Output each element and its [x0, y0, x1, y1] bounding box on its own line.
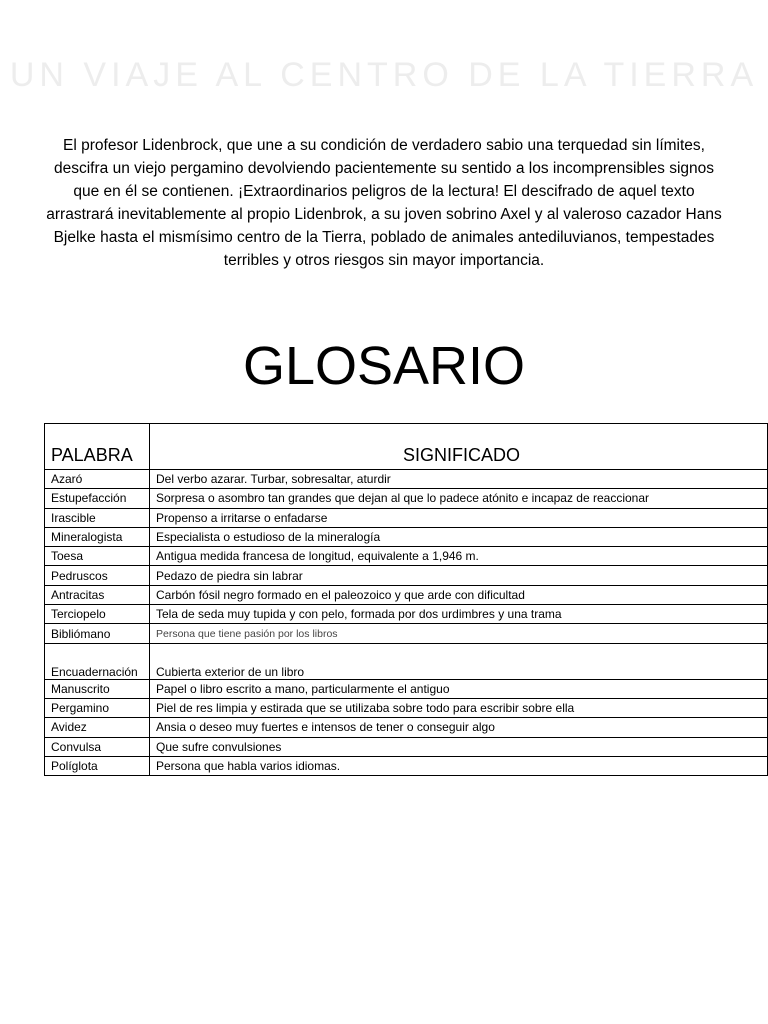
table-row — [45, 679, 768, 698]
glossary-word: Antracitas — [45, 585, 150, 604]
glossary-word: Terciopelo — [45, 605, 150, 624]
glossary-meaning: Sorpresa o asombro tan grandes que dejan al que lo padece atónito e incapaz de reaccionar — [150, 489, 768, 508]
glossary-word: Políglota — [45, 756, 150, 775]
faded-title: UN VIAJE AL CENTRO DE LA TIERRA — [9, 56, 759, 94]
glossary-title: GLOSARIO — [242, 336, 526, 396]
table-row — [45, 470, 768, 489]
table-row — [45, 643, 768, 679]
glossary-meaning: Que sufre convulsiones — [150, 737, 768, 756]
glossary-meaning: Cubierta exterior de un libro — [150, 643, 768, 679]
table-row — [45, 718, 768, 737]
glossary-word: Estupefacción — [45, 489, 150, 508]
table-row — [45, 547, 768, 566]
glossary-word: Mineralogista — [45, 527, 150, 546]
glossary-word: Manuscrito — [45, 679, 150, 698]
table-row — [45, 566, 768, 585]
glossary-meaning: Especialista o estudioso de la mineralogía — [150, 527, 768, 546]
glossary-word: Toesa — [45, 547, 150, 566]
glossary-meaning: Persona que habla varios idiomas. — [150, 756, 768, 775]
glossary-table — [44, 423, 768, 776]
glossary-word: Irascible — [45, 508, 150, 527]
glossary-meaning: Piel de res limpia y estirada que se utilizaba sobre todo para escribir sobre ella — [150, 698, 768, 717]
glossary-meaning: Antigua medida francesa de longitud, equivalente a 1,946 m. — [150, 547, 768, 566]
table-row — [45, 527, 768, 546]
glossary-meaning: Carbón fósil negro formado en el paleozoico y que arde con dificultad — [150, 585, 768, 604]
glossary-word: Pergamino — [45, 698, 150, 717]
header-word: PALABRA — [45, 424, 150, 470]
glossary-word: Bibliómano — [45, 624, 150, 643]
glossary-word: Encuadernación — [45, 643, 150, 679]
header-meaning: SIGNIFICADO — [150, 424, 768, 470]
glossary-meaning: Pedazo de piedra sin labrar — [150, 566, 768, 585]
glossary-header-row — [45, 424, 768, 470]
glossary-word: Avidez — [45, 718, 150, 737]
glossary-meaning: Del verbo azarar. Turbar, sobresaltar, aturdir — [150, 470, 768, 489]
glossary-meaning: Persona que tiene pasión por los libros — [150, 624, 768, 643]
table-row — [45, 698, 768, 717]
table-row — [45, 585, 768, 604]
glossary-word: Azaró — [45, 470, 150, 489]
table-row — [45, 737, 768, 756]
synopsis-paragraph: El profesor Lidenbrock, que une a su condición de verdadero sabio una terquedad sin límites, descifra un viejo pergamino devolviendo pacientemente su sentido a los incomprensibles signos que en él se contienen. ¡Extraordinarios peligros de la lectura! El descifrado de aquel texto arrastrará inevitablemente al propio Lidenbrok, a su joven sobrino Axel y al valeroso cazador Hans Bjelke hasta el mismísimo centro de la Tierra, poblado de animales antediluvianos, tempestades terribles y otros riesgos sin mayor importancia. — [46, 136, 722, 269]
glossary-meaning: Tela de seda muy tupida y con pelo, formada por dos urdimbres y una trama — [150, 605, 768, 624]
glossary-meaning: Propenso a irritarse o enfadarse — [150, 508, 768, 527]
table-row — [45, 489, 768, 508]
glossary-word: Convulsa — [45, 737, 150, 756]
glossary-word: Pedruscos — [45, 566, 150, 585]
glossary-meaning: Papel o libro escrito a mano, particularmente el antiguo — [150, 679, 768, 698]
table-row — [45, 756, 768, 775]
table-row — [45, 605, 768, 624]
table-row — [45, 508, 768, 527]
glossary-meaning: Ansia o deseo muy fuertes e intensos de tener o conseguir algo — [150, 718, 768, 737]
table-row — [45, 624, 768, 643]
